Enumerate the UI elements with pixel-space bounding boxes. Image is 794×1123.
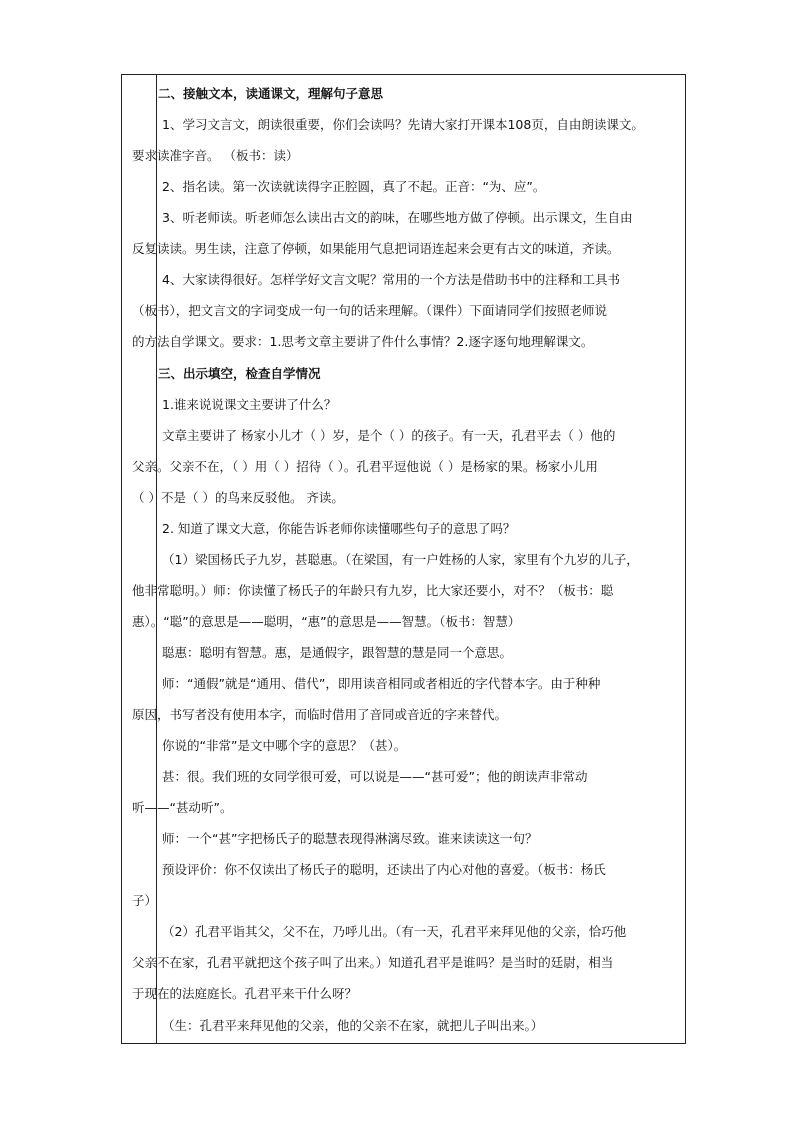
paragraph-line: 的方法自学课文。要求：1.思考文章主要讲了件什么事情？2.逐字逐句地理解课文。 (132, 334, 594, 349)
paragraph-line: 师：一个“甚”字把杨氏子的聪慧表现得淋漓尽致。谁来读读这一句？ (162, 831, 538, 846)
section-heading-3: 三、出示填空，检查自学情况 (158, 366, 321, 381)
paragraph-line: 反复读读。男生读，注意了停顿，如果能用气息把词语连起来会更有古文的味道，齐读。 (132, 241, 620, 256)
paragraph-line: （生：孔君平来拜见他的父亲，他的父亲不在家，就把儿子叫出来。） (162, 1018, 544, 1033)
paragraph-line: 聪惠：聪明有智慧。惠，是通假字，跟智慧的慧是同一个意思。 (162, 645, 513, 660)
section-heading-2: 二、接触文本，读通课文，理解句子意思 (158, 86, 384, 101)
paragraph-line: （ ）不是（ ）的鸟来反驳他。 齐读。 (132, 490, 344, 505)
paragraph-line: 要求读准字音。 （板书：读） (132, 148, 299, 163)
paragraph-line: （2）孔君平诣其父，父不在，乃呼儿出。（有一天，孔君平来拜见他的父亲，恰巧他 (162, 924, 627, 939)
paragraph-line: 预设评价：你不仅读出了杨氏子的聪明，还读出了内心对他的喜爱。（板书：杨氏 (162, 862, 606, 877)
paragraph-line: 听——“甚动听”。 (132, 800, 233, 815)
paragraph-line: 师：“通假”就是“通用、借代”，即用读音相同或者相近的字代替本字。由于种种 (162, 676, 601, 691)
paragraph-line: 1、学习文言文，朗读很重要，你们会读吗？先请大家打开课本108页，自由朗读课文。 (162, 117, 644, 132)
paragraph-line: 父亲不在家，孔君平就把这个孩子叫了出来。）知道孔君平是谁吗？是当时的廷尉，相当 (132, 955, 614, 970)
paragraph-line: 惠）。“聪”的意思是——聪明，“惠”的意思是——智慧。（板书：智慧） (132, 614, 521, 629)
paragraph-line: 2. 知道了课文大意，你能告诉老师你读懂哪些句子的意思了吗？ (162, 521, 516, 536)
paragraph-line: （1）梁国杨氏子九岁，甚聪惠。（在梁国，有一户姓杨的人家，家里有个九岁的儿子， (162, 552, 639, 567)
paragraph-line: 4、大家读得很好。怎样学好文言文呢？常用的一个方法是借助书中的注释和工具书 (162, 272, 620, 287)
paragraph-line: 他非常聪明。）师：你读懂了杨氏子的年龄只有九岁，比大家还要小，对不？（板书：聪 (132, 583, 614, 598)
paragraph-line: 文章主要讲了 杨家小儿才（ ）岁，是个（ ）的孩子。有一天，孔君平去（ ）他的 (162, 428, 616, 443)
paragraph-line: 于现在的法庭庭长。孔君平来干什么呀？ (132, 986, 358, 1001)
paragraph-line: 子） (132, 893, 158, 908)
paragraph-line: 3、听老师读。听老师怎么读出古文的韵味，在哪些地方做了停顿。出示课文，生自由 (162, 210, 633, 225)
paragraph-line: 你说的“非常”是文中哪个字的意思？（甚）。 (162, 738, 407, 753)
paragraph-line: 甚：很。我们班的女同学很可爱，可以说是——“甚可爱”；他的朗读声非常动 (162, 769, 588, 784)
paragraph-line: 2、指名读。第一次读就读得字正腔圆，真了不起。正音：“为、应”。 (162, 179, 546, 194)
paragraph-line: （板书），把文言文的字词变成一句一句的话来理解。（课件）下面请同学们按照老师说 (132, 303, 608, 318)
paragraph-line: 父亲。父亲不在，（ ）用（ ）招待（ ）。孔君平逗他说（ ）是杨家的果。杨家小儿用 (132, 459, 598, 474)
paragraph-line: 1.谁来说说课文主要讲了什么？ (162, 397, 337, 412)
paragraph-line: 原因，书写者没有使用本字，而临时借用了音同或音近的字来替代。 (132, 707, 508, 722)
